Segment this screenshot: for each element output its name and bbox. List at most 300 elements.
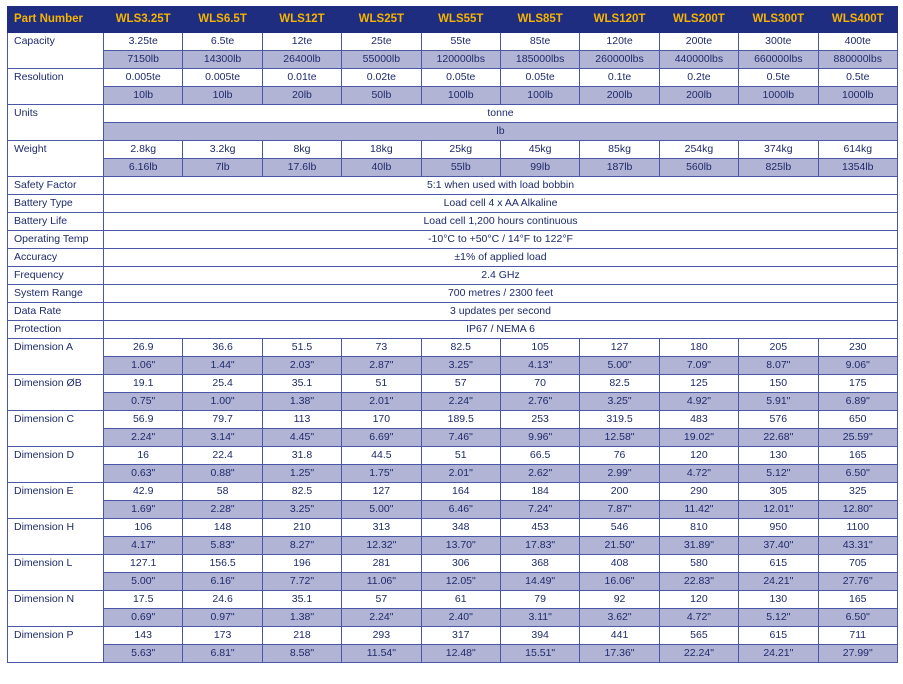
table-cell: 260000lbs <box>580 51 659 69</box>
table-cell: 2.03" <box>262 357 341 375</box>
table-cell: 165 <box>818 447 897 465</box>
table-cell: 164 <box>421 483 500 501</box>
header-model: WLS25T <box>342 7 421 33</box>
table-cell: 17.36" <box>580 645 659 663</box>
table-cell: 66.5 <box>500 447 579 465</box>
table-cell: 394 <box>500 627 579 645</box>
table-cell: 17.83" <box>500 537 579 555</box>
table-cell: IP67 / NEMA 6 <box>104 321 898 339</box>
row-label-dimension-p: Dimension P <box>8 627 104 663</box>
table-cell: tonne <box>104 105 898 123</box>
row-label-system-range: System Range <box>8 285 104 303</box>
table-cell: 17.5 <box>104 591 183 609</box>
table-cell: 12.58" <box>580 429 659 447</box>
table-cell: 14.49" <box>500 573 579 591</box>
table-row <box>8 303 898 321</box>
row-label-dimension-h: Dimension H <box>8 519 104 555</box>
table-cell: 614kg <box>818 141 897 159</box>
table-cell: 17.6lb <box>262 159 341 177</box>
table-cell: 11.54" <box>342 645 421 663</box>
table-cell: 12.05" <box>421 573 500 591</box>
table-cell: Load cell 4 x AA Alkaline <box>104 195 898 213</box>
table-cell: 16 <box>104 447 183 465</box>
table-cell: 50lb <box>342 87 421 105</box>
table-row <box>8 105 898 123</box>
table-cell: 7lb <box>183 159 262 177</box>
table-cell: 0.005te <box>104 69 183 87</box>
table-cell: 0.88" <box>183 465 262 483</box>
table-cell: 1000lb <box>818 87 897 105</box>
table-cell: 0.02te <box>342 69 421 87</box>
table-cell: 2.4 GHz <box>104 267 898 285</box>
table-cell: 106 <box>104 519 183 537</box>
table-cell: 12.80" <box>818 501 897 519</box>
table-cell: 22.24" <box>659 645 738 663</box>
table-cell: 40lb <box>342 159 421 177</box>
table-cell: 3.25" <box>262 501 341 519</box>
table-row <box>8 159 898 177</box>
table-cell: 9.06" <box>818 357 897 375</box>
table-row <box>8 195 898 213</box>
table-cell: 1000lb <box>739 87 818 105</box>
table-cell: -10°C to +50°C / 14°F to 122°F <box>104 231 898 249</box>
row-label-frequency: Frequency <box>8 267 104 285</box>
table-cell: 306 <box>421 555 500 573</box>
row-label-safety-factor: Safety Factor <box>8 177 104 195</box>
table-cell: 120 <box>659 447 738 465</box>
table-row <box>8 393 898 411</box>
row-label-weight: Weight <box>8 141 104 177</box>
table-cell: 8.58" <box>262 645 341 663</box>
table-row <box>8 573 898 591</box>
table-cell: Load cell 1,200 hours continuous <box>104 213 898 231</box>
table-cell: 55lb <box>421 159 500 177</box>
table-cell: 85te <box>500 33 579 51</box>
table-cell: 1100 <box>818 519 897 537</box>
table-cell: 0.05te <box>500 69 579 87</box>
table-cell: 200 <box>580 483 659 501</box>
header-model: WLS85T <box>500 7 579 33</box>
table-cell: 165 <box>818 591 897 609</box>
table-row <box>8 213 898 231</box>
table-cell: 35.1 <box>262 591 341 609</box>
table-row <box>8 339 898 357</box>
table-row <box>8 375 898 393</box>
table-cell: 1.38" <box>262 393 341 411</box>
table-cell: 6.46" <box>421 501 500 519</box>
row-label-dimension-ob: Dimension ØB <box>8 375 104 411</box>
header-part-number: Part Number <box>8 7 104 33</box>
table-cell: 100lb <box>421 87 500 105</box>
table-cell: 580 <box>659 555 738 573</box>
table-cell: 127 <box>580 339 659 357</box>
table-cell: 880000lbs <box>818 51 897 69</box>
table-cell: 43.31" <box>818 537 897 555</box>
table-cell: 130 <box>739 591 818 609</box>
table-cell: 7.46" <box>421 429 500 447</box>
table-cell: 0.2te <box>659 69 738 87</box>
table-cell: 11.42" <box>659 501 738 519</box>
table-cell: 5:1 when used with load bobbin <box>104 177 898 195</box>
table-cell: 51 <box>421 447 500 465</box>
table-row <box>8 357 898 375</box>
table-cell: 2.99" <box>580 465 659 483</box>
table-cell: 2.87" <box>342 357 421 375</box>
table-row <box>8 429 898 447</box>
table-cell: ±1% of applied load <box>104 249 898 267</box>
table-cell: 317 <box>421 627 500 645</box>
table-cell: 7150lb <box>104 51 183 69</box>
table-cell: 660000lbs <box>739 51 818 69</box>
table-cell: 56.9 <box>104 411 183 429</box>
table-cell: 175 <box>818 375 897 393</box>
table-cell: 325 <box>818 483 897 501</box>
table-cell: 2.01" <box>342 393 421 411</box>
table-cell: 61 <box>421 591 500 609</box>
table-cell: 546 <box>580 519 659 537</box>
table-cell: 37.40" <box>739 537 818 555</box>
table-cell: 5.00" <box>580 357 659 375</box>
table-cell: 615 <box>739 627 818 645</box>
table-cell: 319.5 <box>580 411 659 429</box>
table-cell: 3.11" <box>500 609 579 627</box>
table-cell: 1354lb <box>818 159 897 177</box>
table-cell: 2.8kg <box>104 141 183 159</box>
table-cell: 14300lb <box>183 51 262 69</box>
table-cell: 560lb <box>659 159 738 177</box>
table-cell: 79.7 <box>183 411 262 429</box>
table-cell: 7.09" <box>659 357 738 375</box>
table-cell: 20lb <box>262 87 341 105</box>
table-cell: 4.92" <box>659 393 738 411</box>
table-cell: 27.99" <box>818 645 897 663</box>
header-model: WLS300T <box>739 7 818 33</box>
table-cell: 615 <box>739 555 818 573</box>
table-cell: 130 <box>739 447 818 465</box>
table-cell: 25.4 <box>183 375 262 393</box>
row-label-accuracy: Accuracy <box>8 249 104 267</box>
table-cell: 9.96" <box>500 429 579 447</box>
table-cell: 2.62" <box>500 465 579 483</box>
row-label-protection: Protection <box>8 321 104 339</box>
table-cell: 24.6 <box>183 591 262 609</box>
table-cell: 4.72" <box>659 609 738 627</box>
table-row <box>8 51 898 69</box>
table-cell: 200lb <box>580 87 659 105</box>
table-cell: 5.83" <box>183 537 262 555</box>
table-cell: 24.21" <box>739 573 818 591</box>
table-cell: 300te <box>739 33 818 51</box>
row-label-dimension-e: Dimension E <box>8 483 104 519</box>
table-row <box>8 177 898 195</box>
header-model: WLS6.5T <box>183 7 262 33</box>
table-cell: 51 <box>342 375 421 393</box>
table-cell: 184 <box>500 483 579 501</box>
row-label-capacity: Capacity <box>8 33 104 69</box>
table-cell: 21.50" <box>580 537 659 555</box>
table-cell: 0.05te <box>421 69 500 87</box>
table-cell: 0.1te <box>580 69 659 87</box>
table-cell: 26.9 <box>104 339 183 357</box>
table-cell: 700 metres / 2300 feet <box>104 285 898 303</box>
table-cell: 200lb <box>659 87 738 105</box>
table-cell: 22.68" <box>739 429 818 447</box>
table-cell: 0.97" <box>183 609 262 627</box>
table-cell: 374kg <box>739 141 818 159</box>
table-cell: 6.16lb <box>104 159 183 177</box>
table-cell: 6.50" <box>818 609 897 627</box>
table-cell: 105 <box>500 339 579 357</box>
table-cell: 25.59" <box>818 429 897 447</box>
table-cell: 6.50" <box>818 465 897 483</box>
table-row <box>8 321 898 339</box>
header-model: WLS12T <box>262 7 341 33</box>
table-cell: 453 <box>500 519 579 537</box>
table-cell: 180 <box>659 339 738 357</box>
table-row <box>8 141 898 159</box>
table-cell: 10lb <box>104 87 183 105</box>
table-cell: 440000lbs <box>659 51 738 69</box>
table-cell: 7.72" <box>262 573 341 591</box>
table-cell: lb <box>104 123 898 141</box>
table-row <box>8 627 898 645</box>
row-label-dimension-c: Dimension C <box>8 411 104 447</box>
table-cell: 143 <box>104 627 183 645</box>
table-row <box>8 69 898 87</box>
table-cell: 4.17" <box>104 537 183 555</box>
table-cell: 711 <box>818 627 897 645</box>
table-cell: 7.87" <box>580 501 659 519</box>
table-cell: 3.25" <box>421 357 500 375</box>
table-cell: 120 <box>659 591 738 609</box>
table-cell: 348 <box>421 519 500 537</box>
table-cell: 16.06" <box>580 573 659 591</box>
table-cell: 3.14" <box>183 429 262 447</box>
table-cell: 1.25" <box>262 465 341 483</box>
table-cell: 254kg <box>659 141 738 159</box>
table-cell: 290 <box>659 483 738 501</box>
table-cell: 230 <box>818 339 897 357</box>
table-cell: 4.72" <box>659 465 738 483</box>
table-cell: 185000lbs <box>500 51 579 69</box>
table-cell: 44.5 <box>342 447 421 465</box>
table-cell: 3.25te <box>104 33 183 51</box>
table-cell: 0.5te <box>818 69 897 87</box>
table-row <box>8 231 898 249</box>
table-cell: 70 <box>500 375 579 393</box>
table-cell: 12te <box>262 33 341 51</box>
row-label-battery-type: Battery Type <box>8 195 104 213</box>
row-label-dimension-d: Dimension D <box>8 447 104 483</box>
table-cell: 4.13" <box>500 357 579 375</box>
table-cell: 1.06" <box>104 357 183 375</box>
table-cell: 0.5te <box>739 69 818 87</box>
table-cell: 2.28" <box>183 501 262 519</box>
table-cell: 3 updates per second <box>104 303 898 321</box>
table-cell: 15.51" <box>500 645 579 663</box>
table-cell: 76 <box>580 447 659 465</box>
table-cell: 6.89" <box>818 393 897 411</box>
table-cell: 100lb <box>500 87 579 105</box>
table-row <box>8 267 898 285</box>
spec-table <box>7 6 898 663</box>
table-row <box>8 483 898 501</box>
table-cell: 148 <box>183 519 262 537</box>
table-cell: 576 <box>739 411 818 429</box>
table-cell: 0.63" <box>104 465 183 483</box>
row-label-resolution: Resolution <box>8 69 104 105</box>
table-cell: 35.1 <box>262 375 341 393</box>
table-cell: 8.07" <box>739 357 818 375</box>
table-cell: 8kg <box>262 141 341 159</box>
table-cell: 950 <box>739 519 818 537</box>
table-cell: 99lb <box>500 159 579 177</box>
table-cell: 196 <box>262 555 341 573</box>
table-cell: 2.40" <box>421 609 500 627</box>
table-cell: 22.4 <box>183 447 262 465</box>
table-cell: 120000lbs <box>421 51 500 69</box>
table-cell: 0.69" <box>104 609 183 627</box>
table-cell: 1.69" <box>104 501 183 519</box>
table-row <box>8 285 898 303</box>
table-row <box>8 591 898 609</box>
table-row <box>8 645 898 663</box>
header-model: WLS55T <box>421 7 500 33</box>
table-cell: 5.63" <box>104 645 183 663</box>
table-cell: 7.24" <box>500 501 579 519</box>
table-cell: 2.24" <box>342 609 421 627</box>
table-cell: 2.01" <box>421 465 500 483</box>
table-cell: 400te <box>818 33 897 51</box>
row-label-battery-life: Battery Life <box>8 213 104 231</box>
header-model: WLS3.25T <box>104 7 183 33</box>
table-cell: 8.27" <box>262 537 341 555</box>
table-cell: 55te <box>421 33 500 51</box>
table-cell: 305 <box>739 483 818 501</box>
table-cell: 565 <box>659 627 738 645</box>
table-cell: 150 <box>739 375 818 393</box>
table-cell: 45kg <box>500 141 579 159</box>
table-cell: 4.45" <box>262 429 341 447</box>
table-row <box>8 249 898 267</box>
table-cell: 0.005te <box>183 69 262 87</box>
table-row <box>8 411 898 429</box>
table-cell: 51.5 <box>262 339 341 357</box>
table-cell: 5.12" <box>739 609 818 627</box>
row-label-dimension-l: Dimension L <box>8 555 104 591</box>
table-row <box>8 519 898 537</box>
table-cell: 1.44" <box>183 357 262 375</box>
table-cell: 92 <box>580 591 659 609</box>
table-cell: 57 <box>421 375 500 393</box>
table-cell: 82.5 <box>580 375 659 393</box>
table-cell: 810 <box>659 519 738 537</box>
table-cell: 25te <box>342 33 421 51</box>
table-cell: 82.5 <box>262 483 341 501</box>
table-cell: 11.06" <box>342 573 421 591</box>
table-cell: 2.24" <box>104 429 183 447</box>
table-cell: 18kg <box>342 141 421 159</box>
table-cell: 293 <box>342 627 421 645</box>
table-cell: 10lb <box>183 87 262 105</box>
table-cell: 253 <box>500 411 579 429</box>
table-cell: 5.12" <box>739 465 818 483</box>
table-cell: 79 <box>500 591 579 609</box>
table-cell: 483 <box>659 411 738 429</box>
table-cell: 441 <box>580 627 659 645</box>
table-row <box>8 447 898 465</box>
table-cell: 5.00" <box>342 501 421 519</box>
table-cell: 125 <box>659 375 738 393</box>
table-cell: 1.38" <box>262 609 341 627</box>
table-cell: 120te <box>580 33 659 51</box>
table-cell: 6.81" <box>183 645 262 663</box>
table-cell: 127 <box>342 483 421 501</box>
table-cell: 85kg <box>580 141 659 159</box>
table-row <box>8 123 898 141</box>
table-cell: 55000lb <box>342 51 421 69</box>
table-cell: 705 <box>818 555 897 573</box>
table-cell: 27.76" <box>818 573 897 591</box>
header-model: WLS200T <box>659 7 738 33</box>
table-cell: 173 <box>183 627 262 645</box>
table-cell: 19.1 <box>104 375 183 393</box>
table-cell: 1.75" <box>342 465 421 483</box>
table-cell: 19.02" <box>659 429 738 447</box>
table-cell: 3.2kg <box>183 141 262 159</box>
table-cell: 650 <box>818 411 897 429</box>
header-model: WLS120T <box>580 7 659 33</box>
table-cell: 189.5 <box>421 411 500 429</box>
table-cell: 73 <box>342 339 421 357</box>
table-cell: 5.91" <box>739 393 818 411</box>
table-cell: 6.5te <box>183 33 262 51</box>
table-cell: 0.01te <box>262 69 341 87</box>
table-row <box>8 609 898 627</box>
table-cell: 408 <box>580 555 659 573</box>
table-cell: 5.00" <box>104 573 183 591</box>
row-label-data-rate: Data Rate <box>8 303 104 321</box>
table-cell: 368 <box>500 555 579 573</box>
table-cell: 170 <box>342 411 421 429</box>
table-row <box>8 537 898 555</box>
row-label-dimension-a: Dimension A <box>8 339 104 375</box>
table-cell: 82.5 <box>421 339 500 357</box>
table-cell: 22.83" <box>659 573 738 591</box>
table-cell: 2.76" <box>500 393 579 411</box>
table-cell: 31.89" <box>659 537 738 555</box>
table-cell: 127.1 <box>104 555 183 573</box>
table-cell: 0.75" <box>104 393 183 411</box>
table-body <box>8 33 898 663</box>
table-cell: 205 <box>739 339 818 357</box>
table-header <box>8 7 898 33</box>
table-cell: 25kg <box>421 141 500 159</box>
table-row <box>8 87 898 105</box>
table-cell: 3.62" <box>580 609 659 627</box>
table-cell: 12.01" <box>739 501 818 519</box>
table-cell: 12.48" <box>421 645 500 663</box>
table-cell: 200te <box>659 33 738 51</box>
header-row <box>8 7 898 33</box>
table-cell: 24.21" <box>739 645 818 663</box>
row-label-dimension-n: Dimension N <box>8 591 104 627</box>
table-row <box>8 33 898 51</box>
table-cell: 13.70" <box>421 537 500 555</box>
table-cell: 187lb <box>580 159 659 177</box>
table-cell: 825lb <box>739 159 818 177</box>
table-cell: 6.69" <box>342 429 421 447</box>
